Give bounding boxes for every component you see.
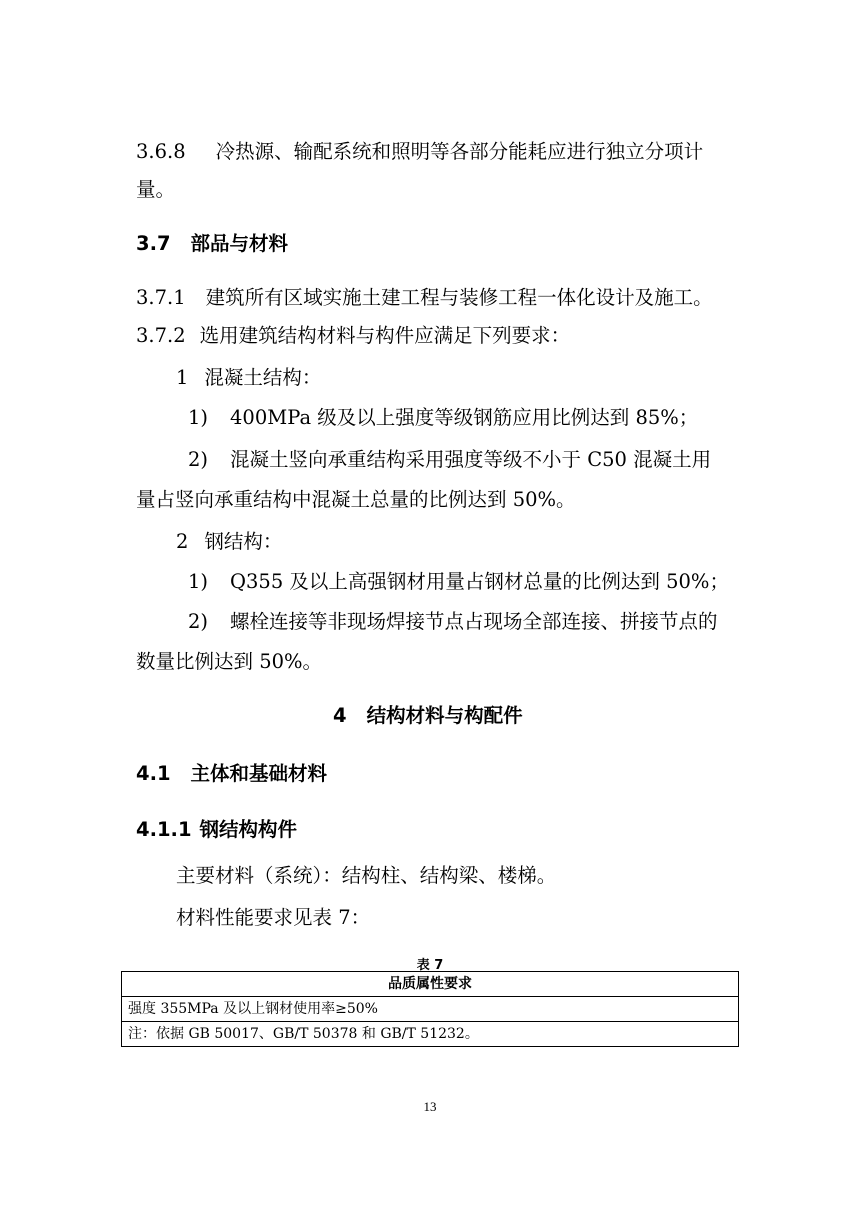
list-item-2-1 — [188, 568, 729, 596]
item-text: 螺栓连接等非现场焊接节点占现场全部连接、拼接节点的 — [230, 610, 718, 633]
item-text: 混凝土竖向承重结构采用强度等级不小于 C50 混凝土用 — [230, 448, 712, 471]
clause-3-7-1 — [136, 284, 713, 312]
section-title: 部品与材料 — [190, 232, 289, 255]
list-item-2-2-line2 — [136, 648, 322, 676]
section-number: 4.1.1 — [136, 818, 192, 841]
clause-3-7-2 — [136, 322, 570, 350]
section-number: 3.7 — [136, 232, 171, 255]
item-text: 400MPa 级及以上强度等级钢筋应用比例达到 85%； — [230, 406, 699, 429]
table-header-cell: 品质属性要求 — [122, 972, 739, 997]
clause-text: 选用建筑结构材料与构件应满足下列要求： — [199, 324, 571, 347]
clause-number: 3.7.1 — [136, 286, 186, 309]
item-text: 混凝土结构： — [204, 366, 322, 389]
section-number: 4.1 — [136, 762, 171, 785]
list-item-1-2-line2 — [136, 486, 576, 514]
list-item-1 — [176, 364, 321, 392]
section-heading-4-1 — [136, 760, 327, 788]
list-item-2-2-line1 — [188, 608, 718, 636]
chapter-number: 4 — [333, 704, 347, 727]
section-title: 钢结构构件 — [199, 818, 298, 841]
list-item-1-2-line1 — [188, 446, 711, 474]
table-row — [122, 997, 739, 1022]
main-materials-text: 主要材料（系统）：结构柱、结构梁、楼梯。 — [176, 864, 557, 887]
item-number: 2) — [188, 610, 209, 633]
clause-number: 3.6.8 — [136, 140, 186, 163]
requirements-table — [121, 971, 739, 1047]
item-number: 2 — [176, 530, 189, 553]
chapter-title: 结构材料与构配件 — [366, 704, 523, 727]
item-number: 1) — [188, 570, 209, 593]
clause-3-6-8-line2 — [136, 176, 175, 204]
item-number: 2) — [188, 448, 209, 471]
item-number: 1) — [188, 406, 209, 429]
table-cell: 强度 355MPa 及以上钢材使用率≥50% — [122, 997, 739, 1022]
section-title: 主体和基础材料 — [190, 762, 328, 785]
section-heading-3-7 — [136, 230, 288, 258]
item-text: 钢结构： — [204, 530, 283, 553]
item-text-cont: 数量比例达到 50%。 — [136, 650, 323, 673]
table-caption: 表 7 — [416, 958, 444, 973]
table-note-cell: 注：依据 GB 50017、GB/T 50378 和 GB/T 51232。 — [122, 1022, 739, 1047]
list-item-1-1 — [188, 404, 698, 432]
performance-reference-text: 材料性能要求见表 7： — [176, 906, 371, 929]
table-header-row — [122, 972, 739, 997]
clause-number: 3.7.2 — [136, 324, 186, 347]
clause-text-cont: 量。 — [136, 178, 176, 201]
clause-text: 建筑所有区域实施土建工程与装修工程一体化设计及施工。 — [205, 286, 713, 309]
item-number: 1 — [176, 366, 189, 389]
list-item-2 — [176, 528, 282, 556]
page-number: 13 — [423, 1099, 437, 1114]
item-text-cont: 量占竖向承重结构中混凝土总量的比例达到 50%。 — [136, 488, 576, 511]
clause-text: 冷热源、输配系统和照明等各部分能耗应进行独立分项计 — [215, 140, 704, 163]
chapter-heading-4 — [333, 702, 523, 730]
table-row — [122, 1022, 739, 1047]
section-heading-4-1-1 — [136, 816, 297, 844]
item-text: Q355 及以上高强钢材用量占钢材总量的比例达到 50%； — [230, 570, 729, 593]
clause-3-6-8-line1 — [136, 138, 703, 166]
